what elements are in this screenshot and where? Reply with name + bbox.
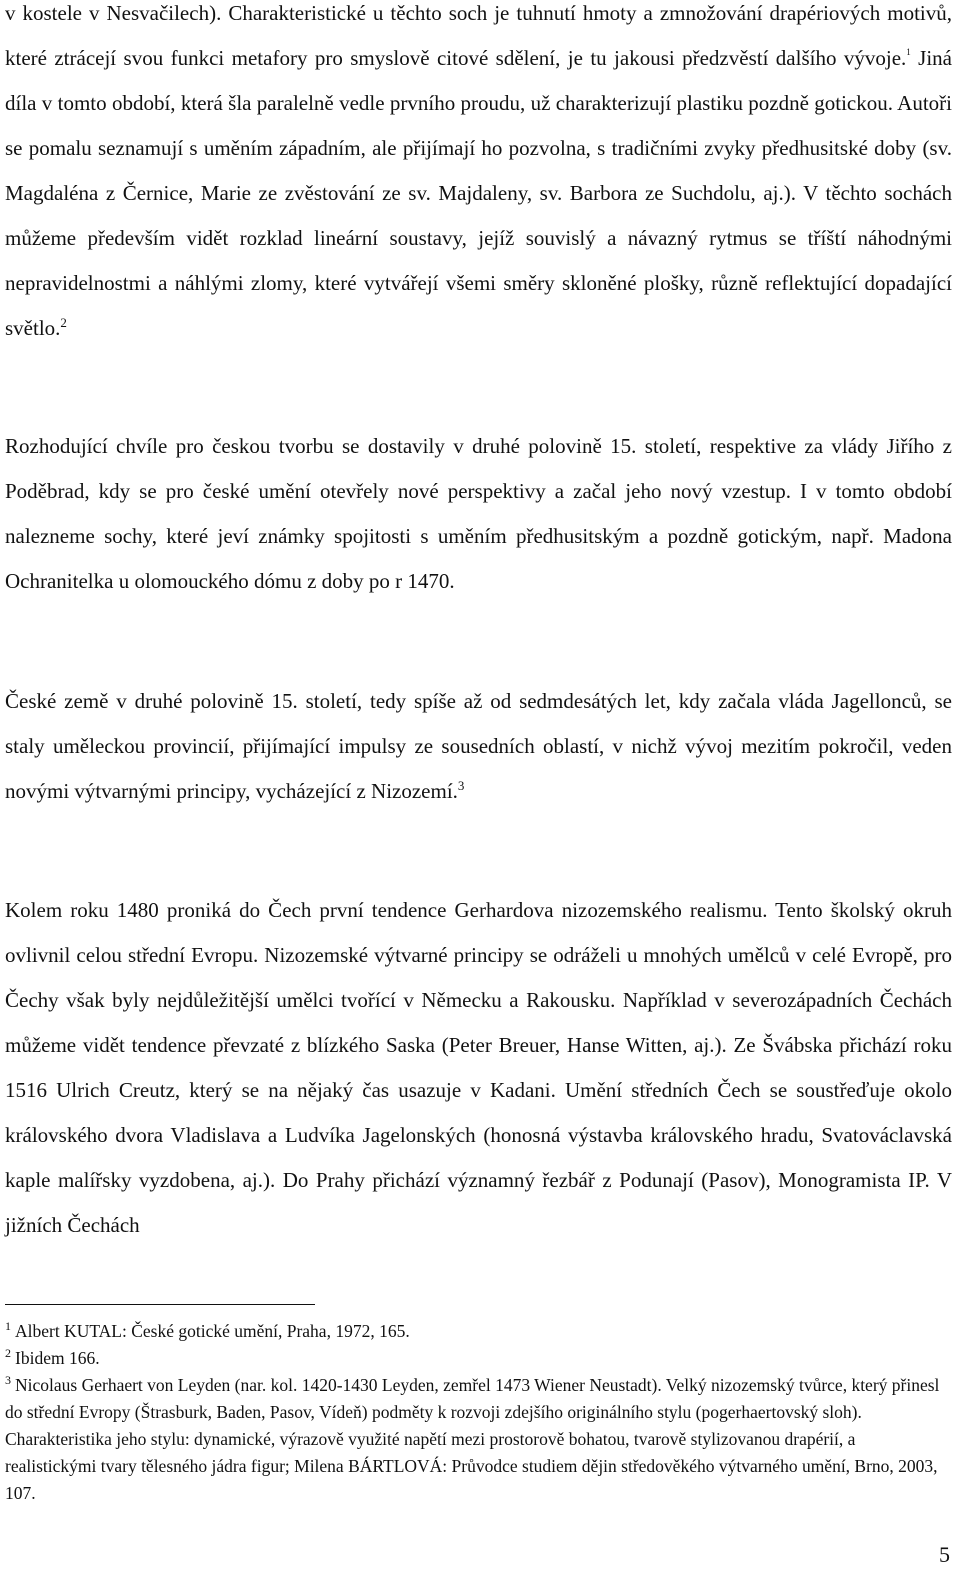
footnote-number: 2: [5, 1346, 11, 1360]
footnote-number: 1: [5, 1319, 11, 1333]
footnote-text: Albert KUTAL: České gotické umění, Praha, 1972, 165.: [15, 1321, 410, 1341]
footnote-ref-3[interactable]: 3: [457, 778, 465, 793]
paragraph-1-text-a: v kostele v Nesvačilech). Charakteristické u těchto soch je tuhnutí hmoty a zmnožování drapériových motivů, které ztrácejí svou funkci metafory pro smyslově citové sdělení, je tu jakousi předzvěstí dalšího vývoje.: [5, 1, 952, 70]
paragraph-2: [5, 424, 952, 604]
footnote-number: 3: [5, 1373, 11, 1387]
page-number: 5: [939, 1542, 950, 1567]
footnote-ref-2[interactable]: 2: [60, 315, 67, 330]
footnote-ref-1[interactable]: 1: [906, 47, 911, 57]
footnote-1: [5, 1318, 945, 1345]
footnote-2: [5, 1345, 945, 1372]
paragraph-1: [5, 0, 952, 351]
footnote-text: Ibidem 166.: [15, 1348, 100, 1368]
footnotes: [5, 1318, 945, 1507]
footnote-text: Nicolaus Gerhaert von Leyden (nar. kol. 1420-1430 Leyden, zemřel 1473 Wiener Neustadt). Velký nizozemský tvůrce, který přinesl do střední Evropy (Štrasburk, Baden, Pasov, Vídeň) podměty k rozvoji zdejšího originálního stylu (pogerhaertovský sloh). Charakteristika jeho stylu: dynamické, výrazově využité napětí mezi prostorově bohatou, tvarově stylizovanou drapérií, a realistickými tvary tělesného jádra figur; Milena BÁRTLOVÁ: Průvodce studiem dějin středověkého výtvarného umění, Brno, 2003, 107.: [5, 1375, 940, 1503]
paragraph-4: [5, 888, 952, 1248]
footnote-separator: [5, 1304, 315, 1305]
paragraph-2-text: Rozhodující chvíle pro českou tvorbu se dostavily v druhé polovině 15. století, respektive za vlády Jiřího z Poděbrad, kdy se pro české umění otevřely nové perspektivy a začal jeho nový vzestup. I v tomto období nalezneme sochy, které jeví známky spojitosti s uměním předhusitským a pozdně gotickým, např. Madona Ochranitelka u olomouckého dómu z doby po r 1470.: [5, 434, 952, 593]
paragraph-3: [5, 679, 952, 814]
footnote-3: [5, 1372, 945, 1507]
paragraph-3-text: České země v druhé polovině 15. století, tedy spíše až od sedmdesátých let, kdy začala vláda Jagellonců, se staly uměleckou provincií, přijímající impulsy ze sousedních oblastí, v nichž vývoj mezitím pokročil, veden novými výtvarnými principy, vycházející z Nizozemí.: [5, 689, 952, 803]
paragraph-4-text: Kolem roku 1480 proniká do Čech první tendence Gerhardova nizozemského realismu. Tento školský okruh ovlivnil celou střední Evropu. Nizozemské výtvarné principy se odráželi u mnohých umělců v celé Evropě, pro Čechy však byly nejdůležitější umělci tvořící v Německu a Rakousku. Například v severozápadních Čechách můžeme vidět tendence převzaté z blízkého Saska (Peter Breuer, Hanse Witten, aj.). Ze Švábska přichází roku 1516 Ulrich Creutz, který se na nějaký čas usazuje v Kadani. Umění středních Čech se soustřeďuje okolo královského dvora Vladislava a Ludvíka Jagelonských (honosná výstavba královského hradu, Svatováclavská kaple malířsky vyzdobena, aj.). Do Prahy přichází významný řezbář z Podunají (Pasov), Monogramista IP. V jižních Čechách: [5, 898, 952, 1237]
paragraph-1-text-b: Jiná díla v tomto období, která šla paralelně vedle prvního proudu, už charakterizují plastiku pozdně gotickou. Autoři se pomalu seznamují s uměním západním, ale přijímají ho pozvolna, s tradičními zvyky předhusitské doby (sv. Magdaléna z Černice, Marie ze zvěstování ze sv. Majdaleny, sv. Barbora ze Suchdolu, aj.). V těchto sochách můžeme především vidět rozklad lineární soustavy, jejíž souvislý a návazný rytmus se tříští náhodnými nepravidelnostmi a náhlými zlomy, které vytvářejí všemi směry skloněné plošky, různě reflektující dopadající světlo.: [5, 46, 953, 340]
